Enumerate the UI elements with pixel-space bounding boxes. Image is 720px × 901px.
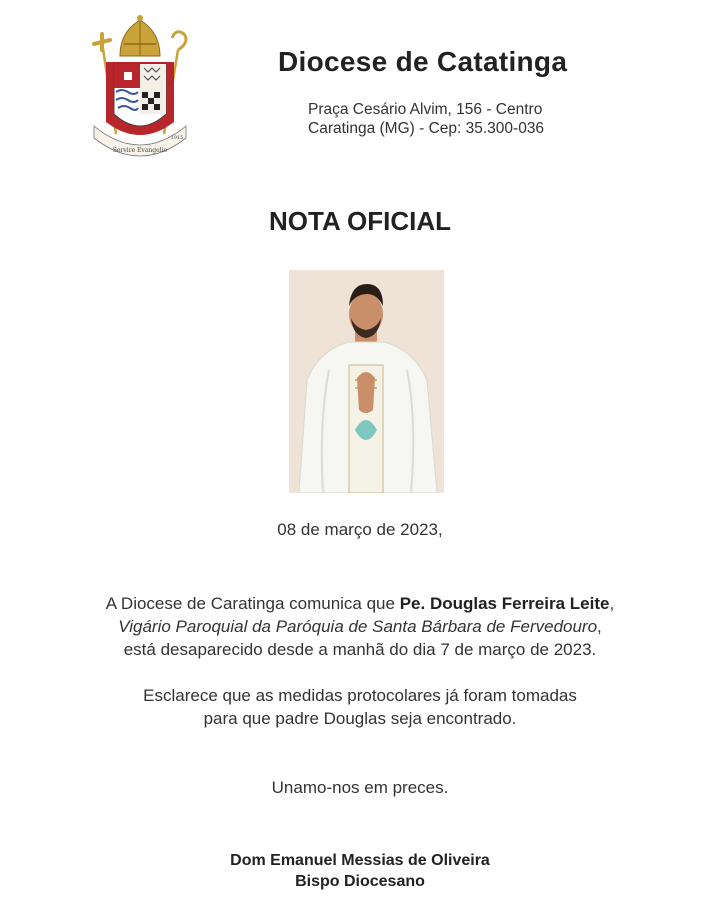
announcement-paragraph xyxy=(0,592,720,661)
priest-photo xyxy=(289,270,444,493)
announcement-prefix: A Diocese de Caratinga comunica que xyxy=(105,594,400,613)
address-line-2: Caratinga (MG) - Cep: 35.300-036 xyxy=(308,120,545,137)
address-block xyxy=(308,100,544,138)
closing-text: Unamo-nos em preces. xyxy=(271,778,449,797)
notice-heading: NOTA OFICIAL xyxy=(269,206,451,236)
address-line-1: Praça Cesário Alvim, 156 - Centro xyxy=(308,101,543,118)
clarification-line-1: Esclarece que as medidas protocolares já foram tomadas xyxy=(143,686,577,705)
diocese-crest-logo xyxy=(80,14,200,164)
priest-role: Vigário Paroquial da Paróquia de Santa Bárbara de Fervedouro xyxy=(118,617,598,636)
announcement-line-2 xyxy=(0,615,720,638)
announcement-comma-1: , xyxy=(609,594,615,613)
diocese-title: Diocese de Catatinga xyxy=(278,46,568,77)
signature-title: Bispo Diocesano xyxy=(295,873,425,890)
announcement-comma-2: , xyxy=(597,617,602,636)
crest-year: 1915 xyxy=(170,135,184,141)
notice-date: 08 de março de 2023, xyxy=(277,520,443,539)
priest-name: Pe. Douglas Ferreira Leite xyxy=(399,594,610,613)
crest-motto: Servire Evangelio xyxy=(112,147,168,154)
clarification-paragraph xyxy=(0,684,720,730)
shield-icon xyxy=(114,64,166,126)
announcement-line-3: está desaparecido desde a manhã do dia 7 de março de 2023. xyxy=(123,640,597,659)
clarification-line-2: para que padre Douglas seja encontrado. xyxy=(203,709,517,728)
announcement-line-1 xyxy=(0,592,720,615)
signature-block xyxy=(0,850,720,892)
signature-name: Dom Emanuel Messias de Oliveira xyxy=(230,852,490,869)
mitre-icon xyxy=(120,15,160,56)
